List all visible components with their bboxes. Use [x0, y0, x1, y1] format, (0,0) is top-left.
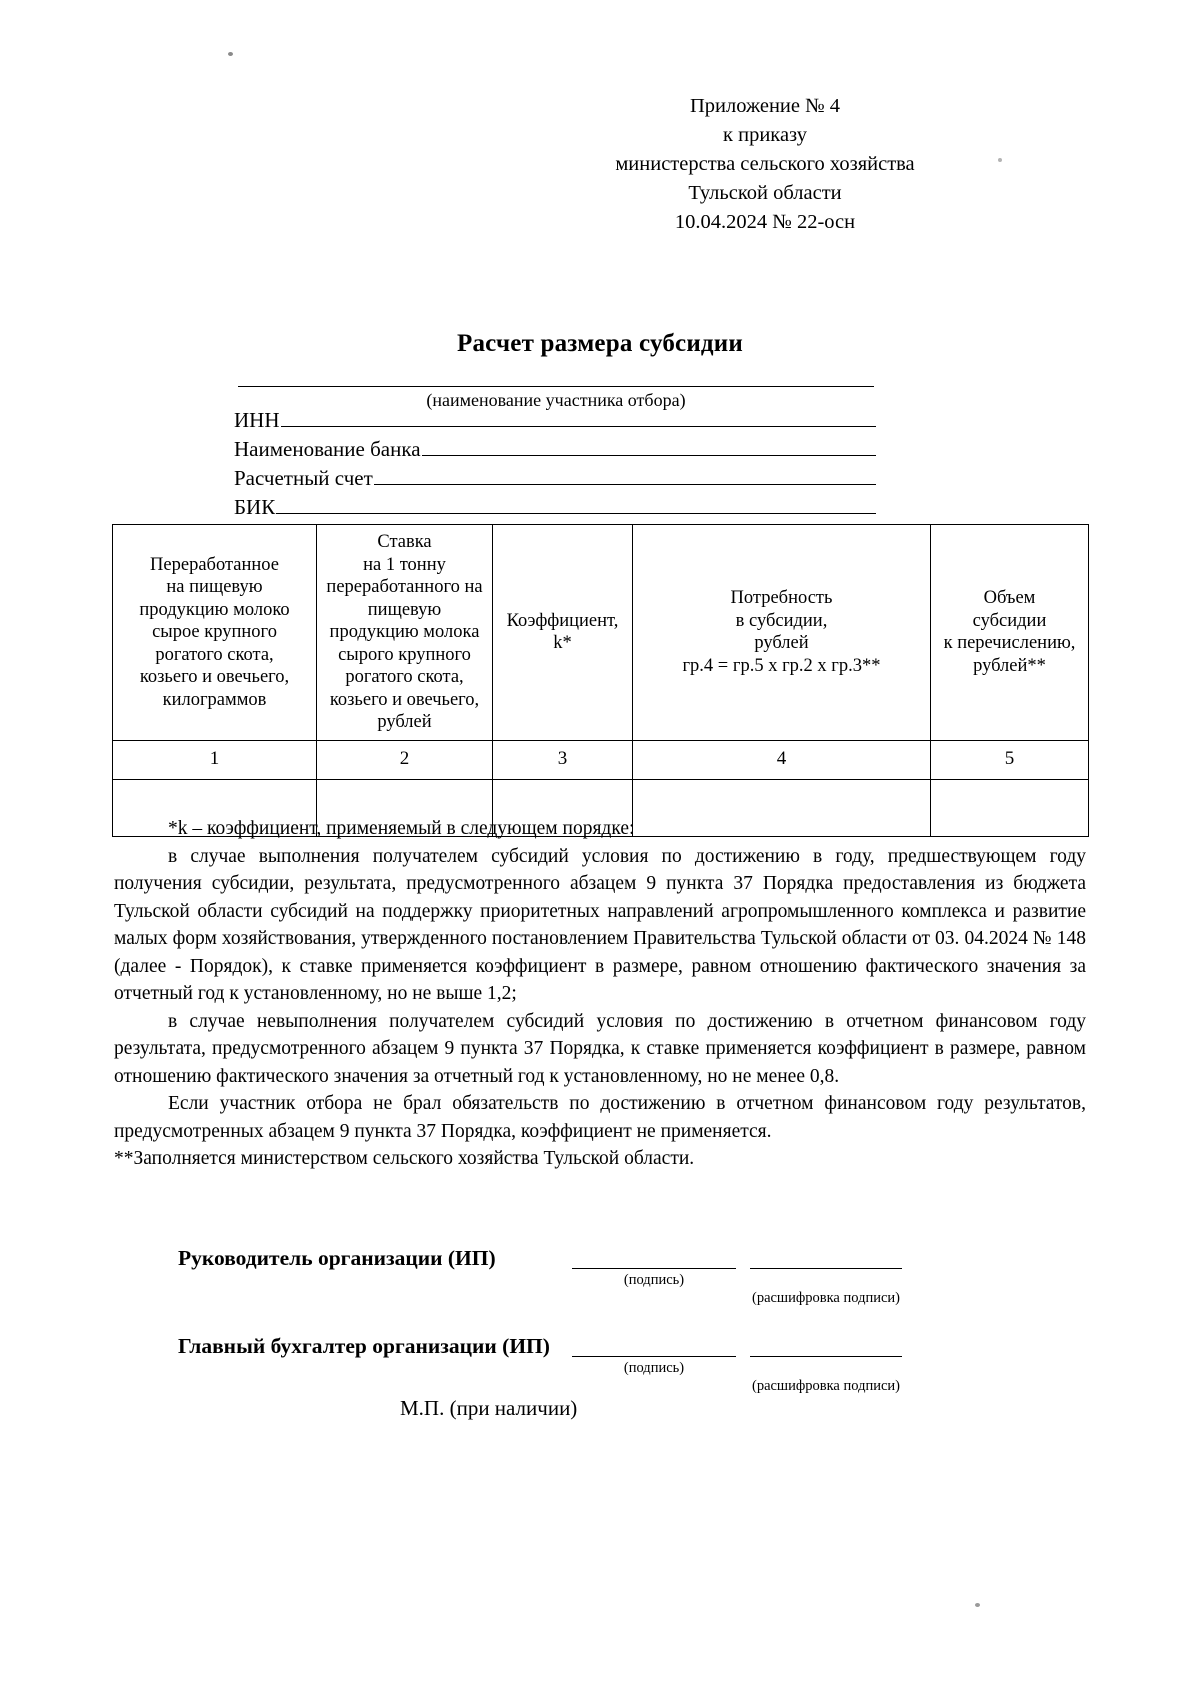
table-column-number-2: 2: [317, 740, 493, 779]
signature-block: [0, 1238, 1200, 1414]
table-column-number-row: [113, 740, 1089, 779]
field-account-input[interactable]: [374, 466, 876, 485]
signature-row-accountant: [0, 1326, 1200, 1414]
table-column-number-1: 1: [113, 740, 317, 779]
document-header: [600, 92, 930, 237]
footnote-case-unfulfilled: в случае невыполнения получателем субсидий условия по достижению в отчетном финансовом году результата, предусмотренного абзацем 9 пункта 37 Порядка, к ставке применяется коэффициент в размере, равном отношению фактического значения за отчетный год к установленному, но не менее 0,8.: [114, 1010, 1086, 1087]
field-bank-name-input[interactable]: [422, 437, 876, 456]
signature-accountant-sign-caption: (подпись): [623, 1360, 685, 1376]
header-line-date-number: 10.04.2024 № 22-осн: [674, 211, 856, 233]
field-inn-input[interactable]: [281, 408, 877, 427]
header-line-order: к приказу: [723, 124, 807, 146]
scan-speck: [228, 52, 233, 56]
scan-speck: [975, 1603, 980, 1607]
signature-head-sign-line[interactable]: [572, 1268, 736, 1269]
header-line-ministry: министерства сельского хозяйства: [615, 153, 915, 175]
footnote-no-obligations: Если участник отбора не брал обязательств по достижению в отчетном финансовом году результатов, предусмотренных абзацем 9 пункта 37 Порядка, коэффициент не применяется.: [114, 1093, 1086, 1142]
signature-row-head: [0, 1238, 1200, 1326]
table-column-number-5: 5: [931, 740, 1089, 779]
field-account[interactable]: [234, 466, 876, 491]
page-title: Расчет размера субсидии: [457, 330, 743, 357]
signature-accountant-sign-line[interactable]: [572, 1356, 736, 1357]
table-header-row: [113, 525, 1089, 741]
field-bank-name-label: Наименование банка: [234, 437, 421, 461]
table-column-number-3: 3: [493, 740, 633, 779]
footnotes: [114, 815, 1086, 1173]
participant-name-rule: [238, 386, 874, 387]
signature-accountant-title: Главный бухгалтер организации (ИП): [178, 1334, 550, 1358]
stamp-note: М.П. (при наличии): [400, 1396, 578, 1420]
table-header-cell-need: Потребность в субсидии, рублей гр.4 = гр.5 х гр.2 х гр.3**: [633, 525, 931, 741]
footnote-coefficient-intro: *k – коэффициент, применяемый в следующем порядке:: [168, 818, 635, 839]
field-bik[interactable]: [234, 495, 876, 520]
table-header-cell-coefficient: Коэффициент, k*: [493, 525, 633, 741]
field-bik-input[interactable]: [276, 495, 876, 514]
scan-speck: [998, 158, 1002, 162]
signature-head-transcript-caption: (расшифровка подписи): [751, 1290, 901, 1306]
table-header-cell-transfer: Объем субсидии к перечислению, рублей**: [931, 525, 1089, 741]
table-header-cell-rate: Ставка на 1 тонну переработанного на пищевую продукцию молока сырого крупного рогатого скота, козьего и овечьего, рублей: [317, 525, 493, 741]
table-header-cell-volume: Переработанное на пищевую продукцию молоко сырое крупного рогатого скота, козьего и овечьего, килограммов: [113, 525, 317, 741]
signature-head-title: Руководитель организации (ИП): [178, 1246, 496, 1270]
table-column-number-4: 4: [633, 740, 931, 779]
header-line-appendix: Приложение № 4: [689, 95, 841, 117]
field-account-label: Расчетный счет: [234, 466, 373, 490]
signature-accountant-transcript-caption: (расшифровка подписи): [751, 1378, 901, 1394]
subsidy-calculation-table: [112, 524, 1089, 837]
field-bik-label: БИК: [234, 495, 276, 519]
field-inn-label: ИНН: [234, 408, 280, 432]
signature-head-sign-caption: (подпись): [623, 1272, 685, 1288]
field-inn[interactable]: [234, 408, 876, 433]
field-bank-name[interactable]: [234, 437, 876, 462]
header-line-region: Тульской области: [688, 182, 842, 204]
signature-head-transcript-line[interactable]: [750, 1268, 902, 1269]
footnote-ministry-fills: **Заполняется министерством сельского хозяйства Тульской области.: [114, 1148, 695, 1169]
signature-accountant-transcript-line[interactable]: [750, 1356, 902, 1357]
footnote-case-fulfilled: в случае выполнения получателем субсидий условия по достижению в году, предшествующем году получения субсидии, результата, предусмотренного абзацем 9 пункта 37 Порядка предоставления из бюджета Тульской области субсидий на поддержку приоритетных направлений агропромышленного комплекса и развитие малых форм хозяйствования, утвержденного постановлением Правительства Тульской области от 03. 04.2024 № 148 (далее - Порядок), к ставке применяется коэффициент в размере, равном отношению фактического значения за отчетный год к установленному, но не выше 1,2;: [114, 845, 1086, 1004]
participant-name-caption: (наименование участника отбора): [426, 390, 686, 410]
